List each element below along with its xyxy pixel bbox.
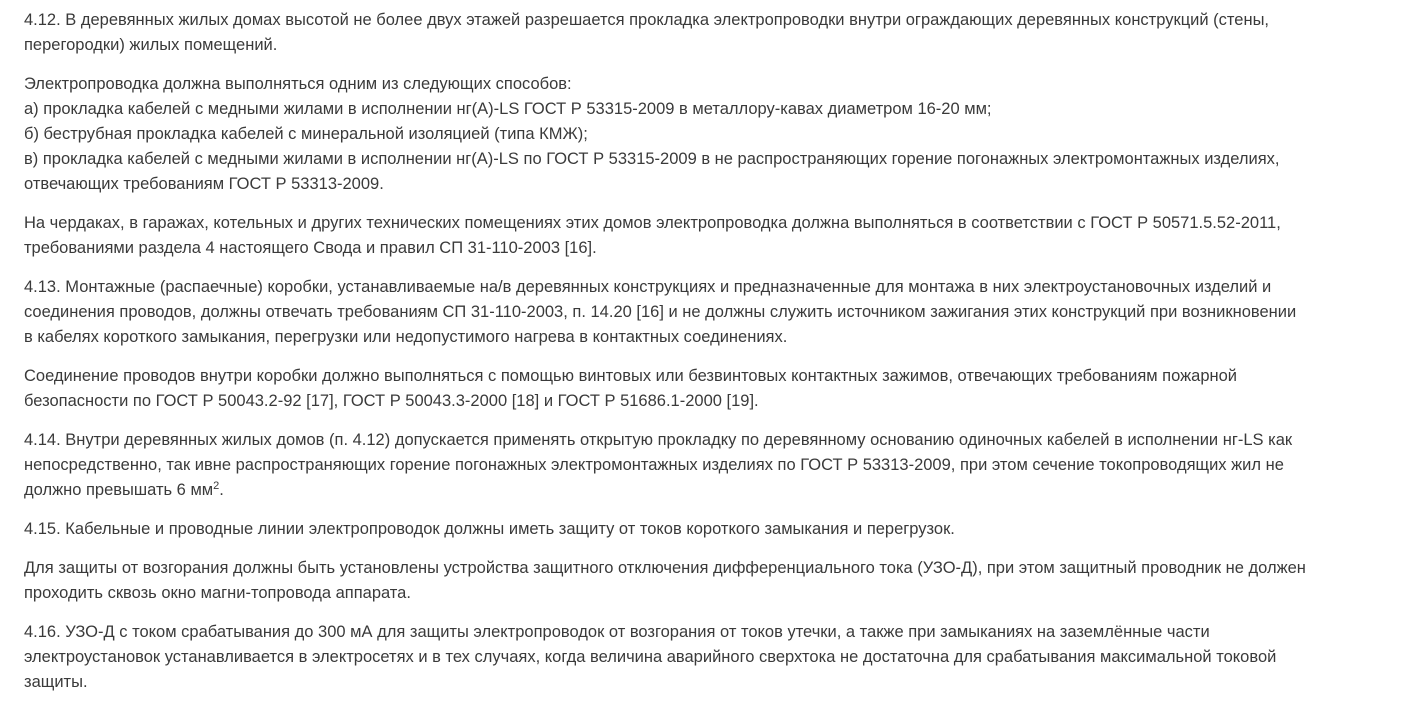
text-line: соединения проводов, должны отвечать требованиям СП 31-110-2003, п. 14.20 [16] и не должны служить источником зажигания этих конструкций при возникновении bbox=[24, 303, 1297, 321]
text-line: Соединение проводов внутри коробки должно выполняться с помощью винтовых или безвинтовых контактных зажимов, отвечающих требованиям пожарной bbox=[24, 367, 1238, 385]
paragraph-box-connections bbox=[24, 364, 1382, 414]
paragraph-4-13 bbox=[24, 275, 1382, 350]
text-line: защиты. bbox=[24, 673, 88, 691]
text-fragment: должно превышать 6 мм bbox=[24, 481, 214, 499]
list-item: а) прокладка кабелей с медными жилами в исполнении нг(А)-LS ГОСТ Р 53315-2009 в металлору-кавах диаметром 16-20 мм; bbox=[24, 100, 992, 118]
text-line: 4.12. В деревянных жилых домах высотой не более двух этажей разрешается прокладка электропроводки внутри ограждающих деревянных конструкций (стены, bbox=[24, 11, 1270, 29]
superscript: 2 bbox=[213, 480, 220, 492]
text-fragment: . bbox=[219, 481, 224, 499]
paragraph-4-15 bbox=[24, 517, 1382, 542]
paragraph-rcd-protection bbox=[24, 556, 1382, 606]
paragraph-4-12 bbox=[24, 8, 1382, 58]
text-line: перегородки) жилых помещений. bbox=[24, 36, 278, 54]
text-line: электроустановок устанавливается в электросетях и в тех случаях, когда величина аварийного сверхтока не достаточна для срабатывания максимальной токовой bbox=[24, 648, 1277, 666]
paragraph-4-14 bbox=[24, 428, 1382, 503]
text-line: требованиями раздела 4 настоящего Свода и правил СП 31-110-2003 [16]. bbox=[24, 239, 597, 257]
list-item: в) прокладка кабелей с медными жилами в исполнении нг(А)-LS по ГОСТ Р 53315-2009 в не распространяющих горение погонажных электромонтажных изделиях, bbox=[24, 150, 1280, 168]
text-line: 4.15. Кабельные и проводные линии электропроводок должны иметь защиту от токов короткого замыкания и перегрузок. bbox=[24, 520, 955, 538]
text-line: непосредственно, так ивне распространяющих горение погонажных электромонтажных изделиях по ГОСТ Р 53313-2009, при этом сечение токопроводящих жил не bbox=[24, 456, 1284, 474]
paragraph-attics-garages bbox=[24, 211, 1382, 261]
text-line: в кабелях короткого замыкания, перегрузки или недопустимого нагрева в контактных соединениях. bbox=[24, 328, 788, 346]
text-line bbox=[24, 478, 1382, 503]
text-line: 4.14. Внутри деревянных жилых домов (п. 4.12) допускается применять открытую прокладку по деревянному основанию одиночных кабелей в исполнении нг-LS как bbox=[24, 431, 1293, 449]
paragraph-4-16 bbox=[24, 620, 1382, 695]
list-item: б) беструбная прокладка кабелей с минеральной изоляцией (типа КМЖ); bbox=[24, 125, 588, 143]
text-line: 4.16. УЗО-Д с током срабатывания до 300 мА для защиты электропроводок от возгорания от токов утечки, а также при замыканиях на заземлённые части bbox=[24, 623, 1210, 641]
text-line: 4.13. Монтажные (распаечные) коробки, устанавливаемые на/в деревянных конструкциях и предназначенные для монтажа в них электроустановочных изделий и bbox=[24, 278, 1272, 296]
text-line: Для защиты от возгорания должны быть установлены устройства защитного отключения дифференциального тока (УЗО-Д), при этом защитный проводник не должен bbox=[24, 559, 1306, 577]
text-line: Электропроводка должна выполняться одним из следующих способов: bbox=[24, 75, 572, 93]
text-line: проходить сквозь окно магни-топровода аппарата. bbox=[24, 584, 411, 602]
text-line: безопасности по ГОСТ Р 50043.2-92 [17], ГОСТ Р 50043.3-2000 [18] и ГОСТ Р 51686.1-2000 [19]. bbox=[24, 392, 759, 410]
paragraph-wiring-methods bbox=[24, 72, 1382, 197]
text-line: отвечающих требованиям ГОСТ Р 53313-2009. bbox=[24, 175, 384, 193]
text-line: На чердаках, в гаражах, котельных и других технических помещениях этих домов электропроводка должна выполняться в соответствии с ГОСТ Р 50571.5.52-2011, bbox=[24, 214, 1281, 232]
